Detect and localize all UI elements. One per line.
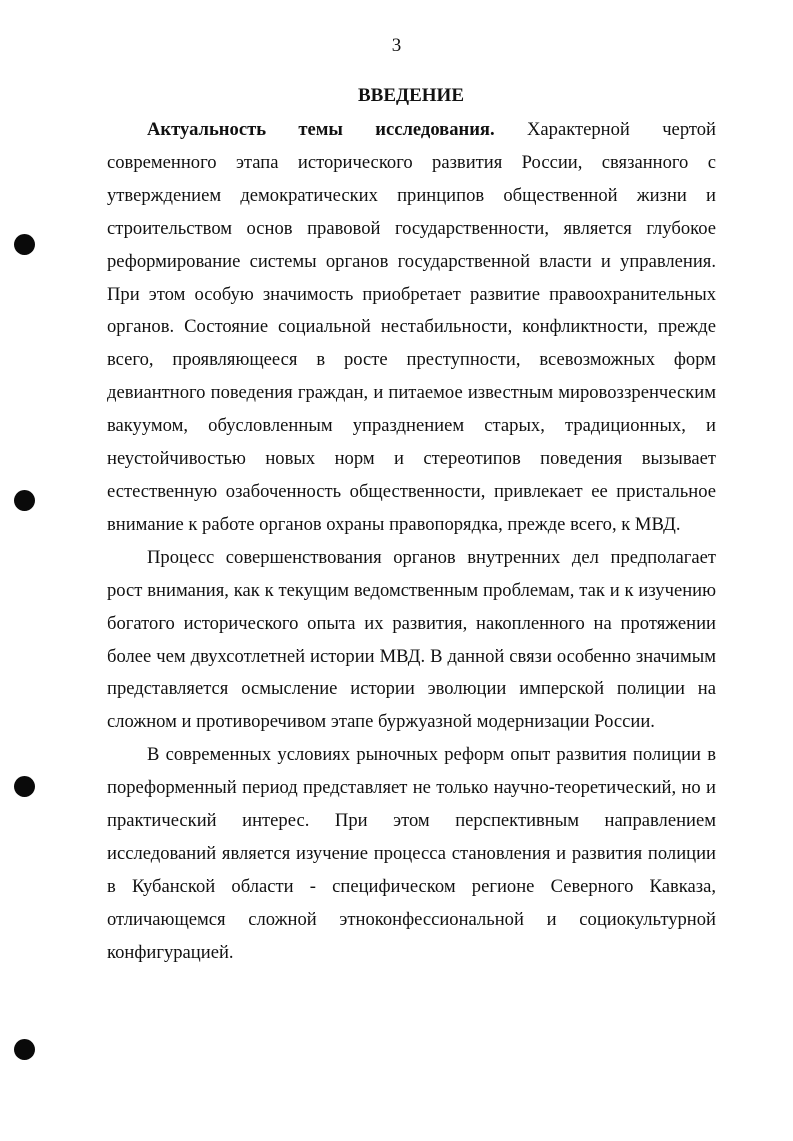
section-title: ВВЕДЕНИЕ: [358, 85, 464, 106]
binder-hole-mark: [14, 776, 35, 797]
binder-hole-mark: [14, 234, 35, 255]
paragraph-improvement: [107, 542, 716, 739]
paragraph-lead: Актуальность темы исследования.: [147, 119, 495, 140]
paragraph-relevance: [107, 114, 716, 542]
binder-hole-mark: [14, 1039, 35, 1060]
page-number: 3: [391, 35, 402, 56]
document-body: [107, 114, 716, 970]
paragraph-text: Характерной чертой современного этапа исторического развития России, связанного с утверждением демократических принципов общественной жизни и строительством основ правовой государственности, является глубокое реформирование системы органов государственной власти и управления. При этом особую значимость приобретает развитие правоохранительных органов. Состояние социальной нестабильности, конфликтности, прежде всего, проявляющееся в росте преступности, всевозможных форм девиантного поведения граждан, и питаемое известным мировоззренческим вакуумом, обусловленным упразднением старых, традиционных, и неустойчивостью новых норм и стереотипов поведения вызывает естественную озабоченность общественности, привлекает ее пристальное внимание к работе органов охраны правопорядка, прежде всего, к МВД.: [107, 119, 716, 535]
paragraph-text: В современных условиях рыночных реформ опыт развития полиции в пореформенный период представляет не только научно-теоретический, но и практический интерес. При этом перспективным направлением исследований является изучение процесса становления и развития полиции в Кубанской области - специфическом регионе Северного Кавказа, отличающемся сложной этноконфессиональной и социокультурной конфигурацией.: [107, 744, 716, 963]
paragraph-text: Процесс совершенствования органов внутренних дел предполагает рост внимания, как к текущим ведомственным проблемам, так и к изучению богатого исторического опыта их развития, накопленного на протяжении более чем двухсотлетней истории МВД. В данной связи особенно значимым представляется осмысление истории эволюции имперской полиции на сложном и противоречивом этапе буржуазной модернизации России.: [107, 546, 716, 733]
paragraph-market-reforms: [107, 739, 716, 969]
binder-hole-mark: [14, 490, 35, 511]
